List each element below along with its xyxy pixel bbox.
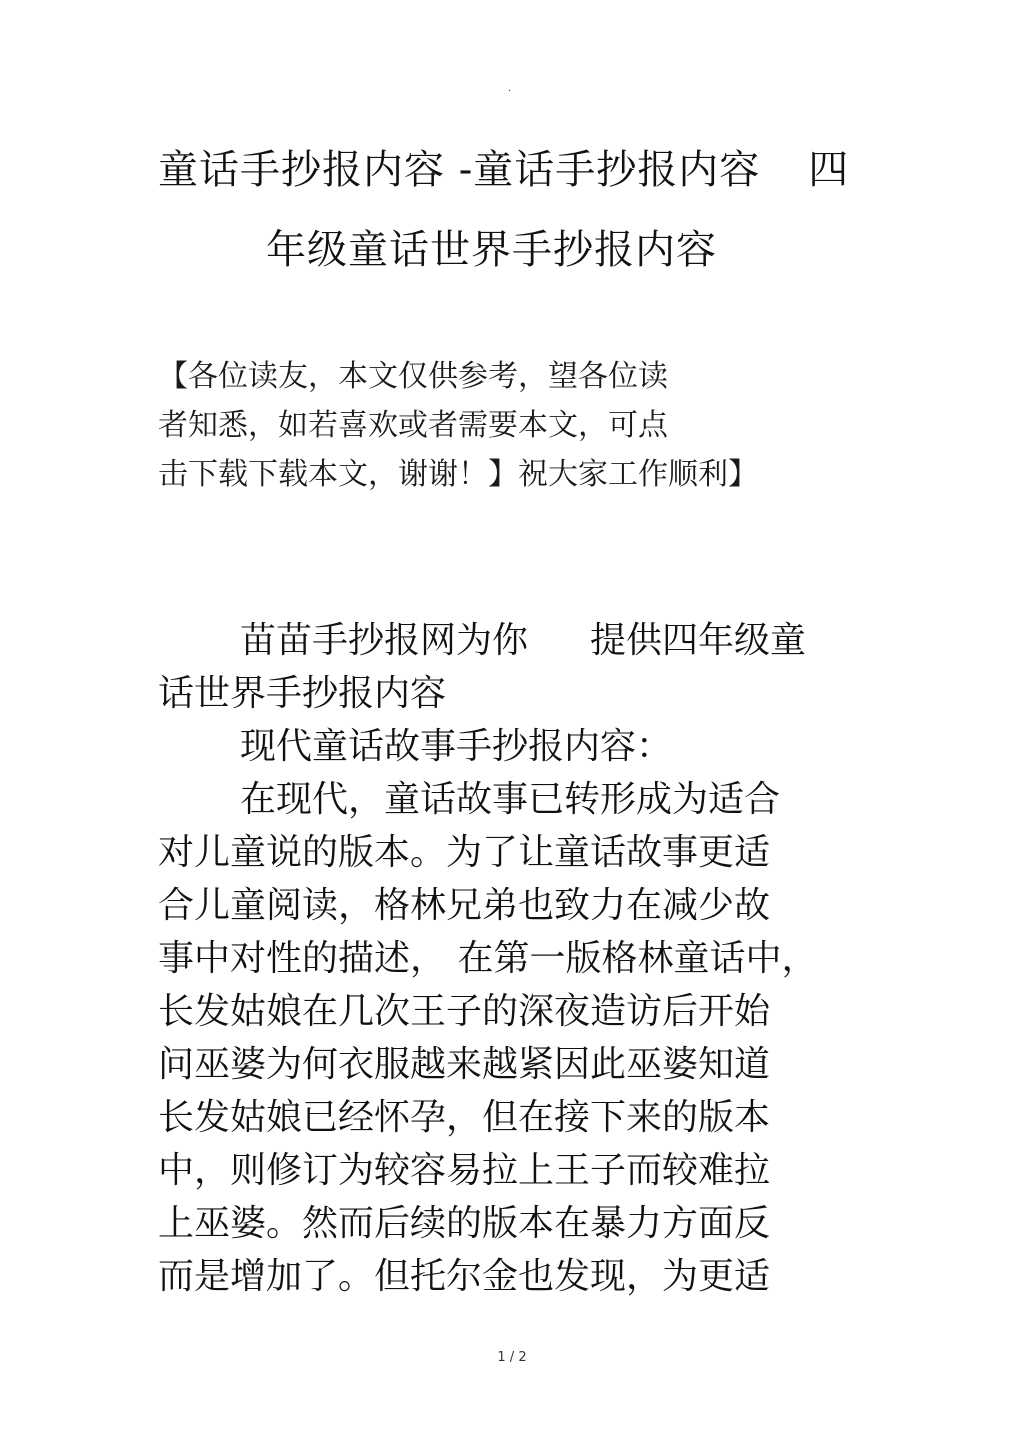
- paragraph-line: 中，则修订为较容易拉上王子而较难拉: [158, 1150, 771, 1191]
- paragraph-line: 长发姑娘已经怀孕，但在接下来的版本: [158, 1097, 771, 1138]
- intro-part-2: 提供四年级童: [590, 620, 807, 661]
- paragraph-line: 合儿童阅读，格林兄弟也致力在减少故: [158, 885, 771, 926]
- document-title-line-2: 年级童话世界手抄报内容: [266, 227, 717, 273]
- article-body: [158, 614, 858, 1303]
- reader-notice: [158, 352, 758, 499]
- paragraph-line: 长发姑娘在几次王子的深夜造访后开始: [158, 991, 771, 1032]
- notice-line: 击下载下载本文，谢谢！】祝大家工作顺利】: [158, 457, 758, 492]
- title-part-1: 童话手抄报内容 -童话手抄报内容: [158, 147, 761, 193]
- paragraph-line: 在现代，童话故事已转形成为适合: [240, 779, 781, 820]
- notice-line: 者知悉，如若喜欢或者需要本文，可点: [158, 408, 668, 443]
- intro-line: [158, 614, 858, 667]
- intro-continuation: 话世界手抄报内容: [158, 673, 447, 714]
- notice-line: 【各位读友，本文仅供参考，望各位读: [158, 359, 668, 394]
- header-dot: .: [508, 83, 512, 94]
- page-number: 1 / 2: [497, 1350, 527, 1365]
- document-title-line-1: [158, 146, 849, 194]
- title-part-2: 四: [808, 147, 850, 193]
- subheading: 现代童话故事手抄报内容：: [240, 726, 673, 767]
- paragraph-line: 问巫婆为何衣服越来越紧因此巫婆知道: [158, 1044, 771, 1085]
- paragraph-line: 上巫婆。然而后续的版本在暴力方面反: [158, 1203, 771, 1244]
- paragraph-line: 事中对性的描述， 在第一版格林童话中，: [158, 938, 818, 979]
- paragraph-line: 对儿童说的版本。为了让童话故事更适: [158, 832, 771, 873]
- paragraph-line: 而是增加了。但托尔金也发现，为更适: [158, 1256, 771, 1297]
- intro-part-1: 苗苗手抄报网为你: [240, 620, 529, 661]
